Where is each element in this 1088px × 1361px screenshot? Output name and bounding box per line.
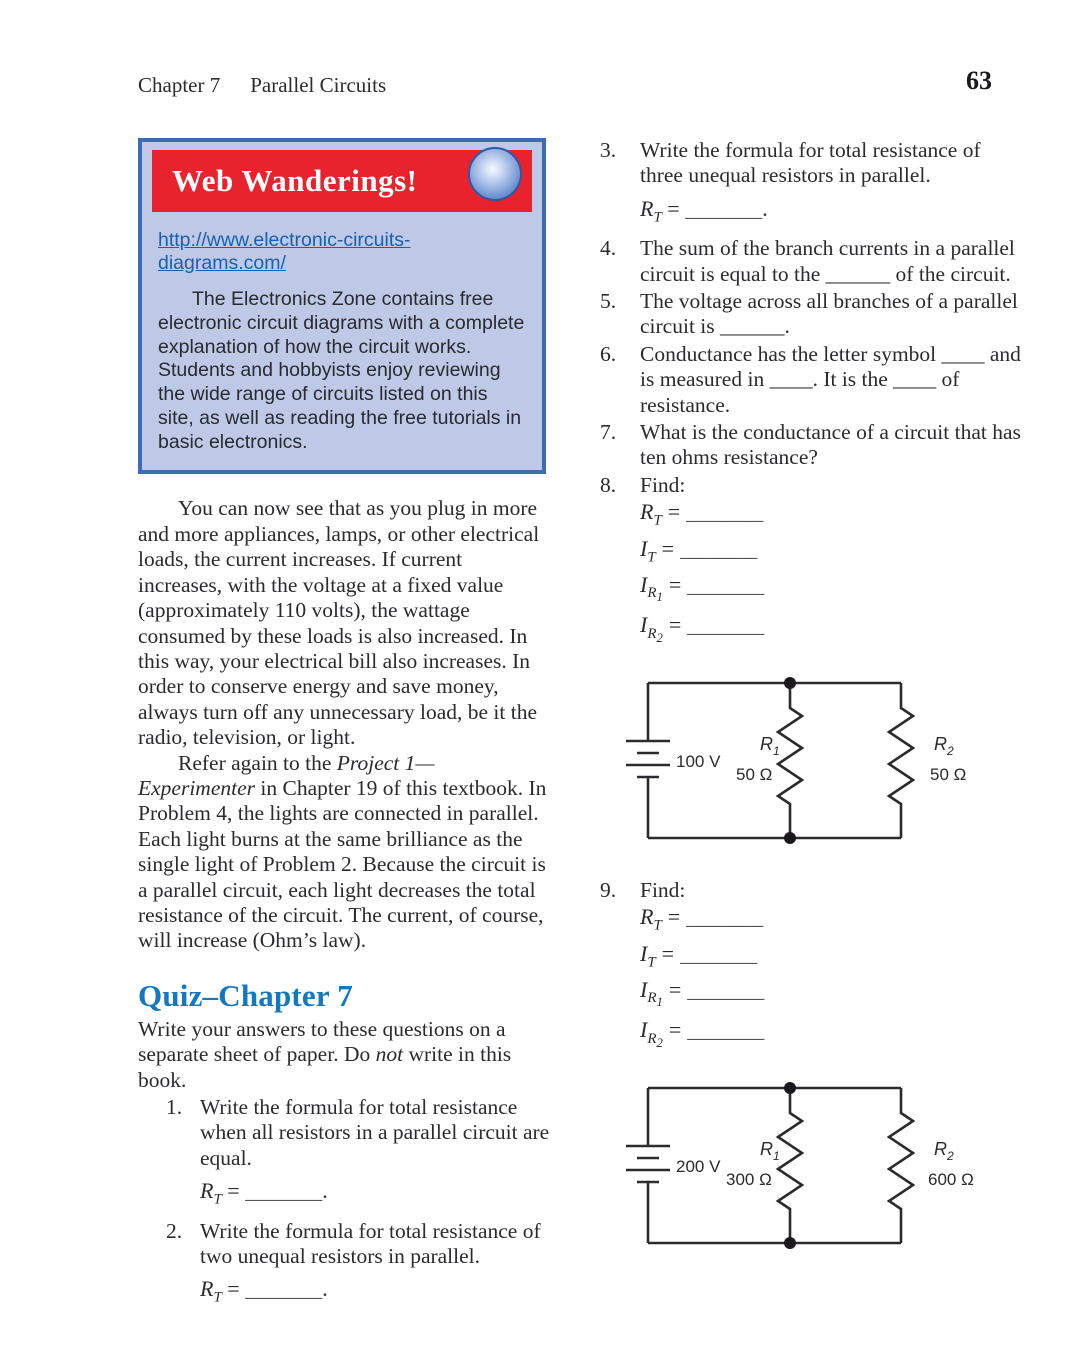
quiz-item-7: 7. What is the conductance of a circuit that has ten ohms resistance? xyxy=(600,420,1021,470)
right-column xyxy=(600,136,1028,1265)
quiz-item-5: 5. The voltage across all branches of a parallel circuit is ______. xyxy=(600,289,1018,339)
find-row: $I_{R_1}=$ _______ xyxy=(640,976,765,1010)
quiz-heading: Quiz–Chapter 7 xyxy=(138,977,353,1013)
blue-sphere-icon xyxy=(468,147,522,201)
answer-blank: _______ xyxy=(680,535,758,561)
r1-label: $R_1$ xyxy=(760,733,780,758)
r2-label: $R_2$ xyxy=(934,1138,954,1163)
junction-dot xyxy=(784,832,796,844)
answer-blank: _______ xyxy=(245,1276,323,1302)
quiz-item-2-formula: $R_T$ = _______. xyxy=(200,1276,328,1306)
quiz-item-6: 6. Conductance has the letter symbol ____ and is measured in ____. It is the ____ of resistance. xyxy=(600,341,1021,417)
answer-blank: _______ xyxy=(687,1017,765,1043)
circuit-diagram-2 xyxy=(618,1073,1028,1265)
resistor-r2 xyxy=(889,683,913,838)
web-wanderings-title: Web Wanderings! xyxy=(172,163,418,198)
answer-blank: _______ xyxy=(687,572,765,598)
answer-blank: _______ xyxy=(686,499,764,525)
r1-label: $R_1$ xyxy=(760,1138,780,1163)
r2-label: $R_2$ xyxy=(934,733,954,758)
web-box-description: The Electronics Zone contains free electronic circuit diagrams with a complete explanation of how the circuit works. Students and hobbyists enjoy reviewing the wide range of circuits listed on this site, as well as reading the free tutorials in basic electronics. xyxy=(158,288,525,453)
r1-value: 50 Ω xyxy=(736,764,773,784)
resistor-r2 xyxy=(889,1088,913,1243)
quiz-item-2: 2. Write the formula for total resistance of two unequal resistors in parallel. xyxy=(166,1218,541,1269)
find-row: $R_T$ = _______ xyxy=(640,499,764,529)
battery-voltage-label: 200 V xyxy=(676,1156,721,1176)
web-wanderings-banner xyxy=(152,150,532,212)
find-row: $I_{R_2}=$ _______ xyxy=(640,1017,765,1050)
junction-dot xyxy=(784,677,796,689)
r1-value: 300 Ω xyxy=(726,1169,772,1189)
answer-blank: _______ xyxy=(686,904,764,930)
body-paragraph-2: Refer again to the Project 1—Experimenter in Chapter 19 of this textbook. In Problem 4, the lights are connected in parallel. Each light burns at the same brilliance as the single light of Problem 2. Because the circuit is a parallel circuit, each light decreases the total resistance of the circuit. The current, of course, will increase (Ohm’s law). xyxy=(138,750,547,953)
r2-value: 50 Ω xyxy=(930,764,967,784)
r2-value: 600 Ω xyxy=(928,1169,974,1189)
resistor-r1 xyxy=(778,1088,802,1243)
website-link[interactable]: http://www.electronic-circuits-diagrams.com/ xyxy=(158,229,411,274)
chapter-label: Chapter 7 xyxy=(138,73,221,97)
answer-blank: _______ xyxy=(687,976,765,1002)
body-paragraph-1: You can now see that as you plug in more and more appliances, lamps, or other electrical loads, the current increases. If current increases, with the voltage at a fixed value (approximately 110 volts), the wattage consumed by these loads is also increased. In this way, your electrical bill also increases. In order to conserve energy and save money, always turn off any unnecessary load, be it the radio, television, or light. xyxy=(138,496,540,750)
find-row: $R_T$ = _______ xyxy=(640,904,764,934)
answer-blank: _______ xyxy=(680,940,758,966)
find-row: $I_{R_2}=$ _______ xyxy=(640,612,765,645)
find-row: $I_T$ = _______ xyxy=(640,940,758,970)
junction-dot xyxy=(784,1237,796,1249)
page-number: 63 xyxy=(966,66,992,95)
quiz-item-1: 1. Write the formula for total resistance when all resistors in a parallel circuit are equal. xyxy=(166,1095,550,1170)
answer-blank: _______ xyxy=(685,195,763,221)
quiz-item-8: 8. Find: xyxy=(600,472,686,497)
quiz-item-1-formula: $R_T$ = _______. xyxy=(200,1178,328,1208)
running-head xyxy=(138,73,386,98)
battery-voltage-label: 100 V xyxy=(676,751,721,771)
find-row: $I_T$ = _______ xyxy=(640,535,758,566)
quiz-item-9: 9. Find: xyxy=(600,877,686,902)
find-row: $I_{R_1}=$ _______ xyxy=(640,572,765,605)
quiz-intro: Write your answers to these questions on a separate sheet of paper. Do not write in this book. xyxy=(138,1016,512,1092)
web-wanderings-box xyxy=(138,138,546,474)
quiz-item-3-formula: $R_T$ = _______. xyxy=(640,195,768,226)
quiz-item-4: 4. The sum of the branch currents in a parallel circuit is equal to the ______ of the circuit. xyxy=(600,236,1015,286)
quiz-item-3: 3. Write the formula for total resistance of three unequal resistors in parallel. xyxy=(600,138,981,188)
resistor-r1 xyxy=(778,683,802,838)
answer-blank: _______ xyxy=(687,612,765,638)
junction-dot xyxy=(784,1082,796,1094)
left-column xyxy=(138,138,550,1317)
answer-blank: _______ xyxy=(245,1178,323,1204)
find-list-8 xyxy=(600,498,1028,652)
italic-project-reference: Project 1—Experimenter xyxy=(138,750,435,800)
section-label: Parallel Circuits xyxy=(250,73,387,97)
find-list-9 xyxy=(600,903,1028,1057)
circuit-diagram-1 xyxy=(618,668,1028,860)
